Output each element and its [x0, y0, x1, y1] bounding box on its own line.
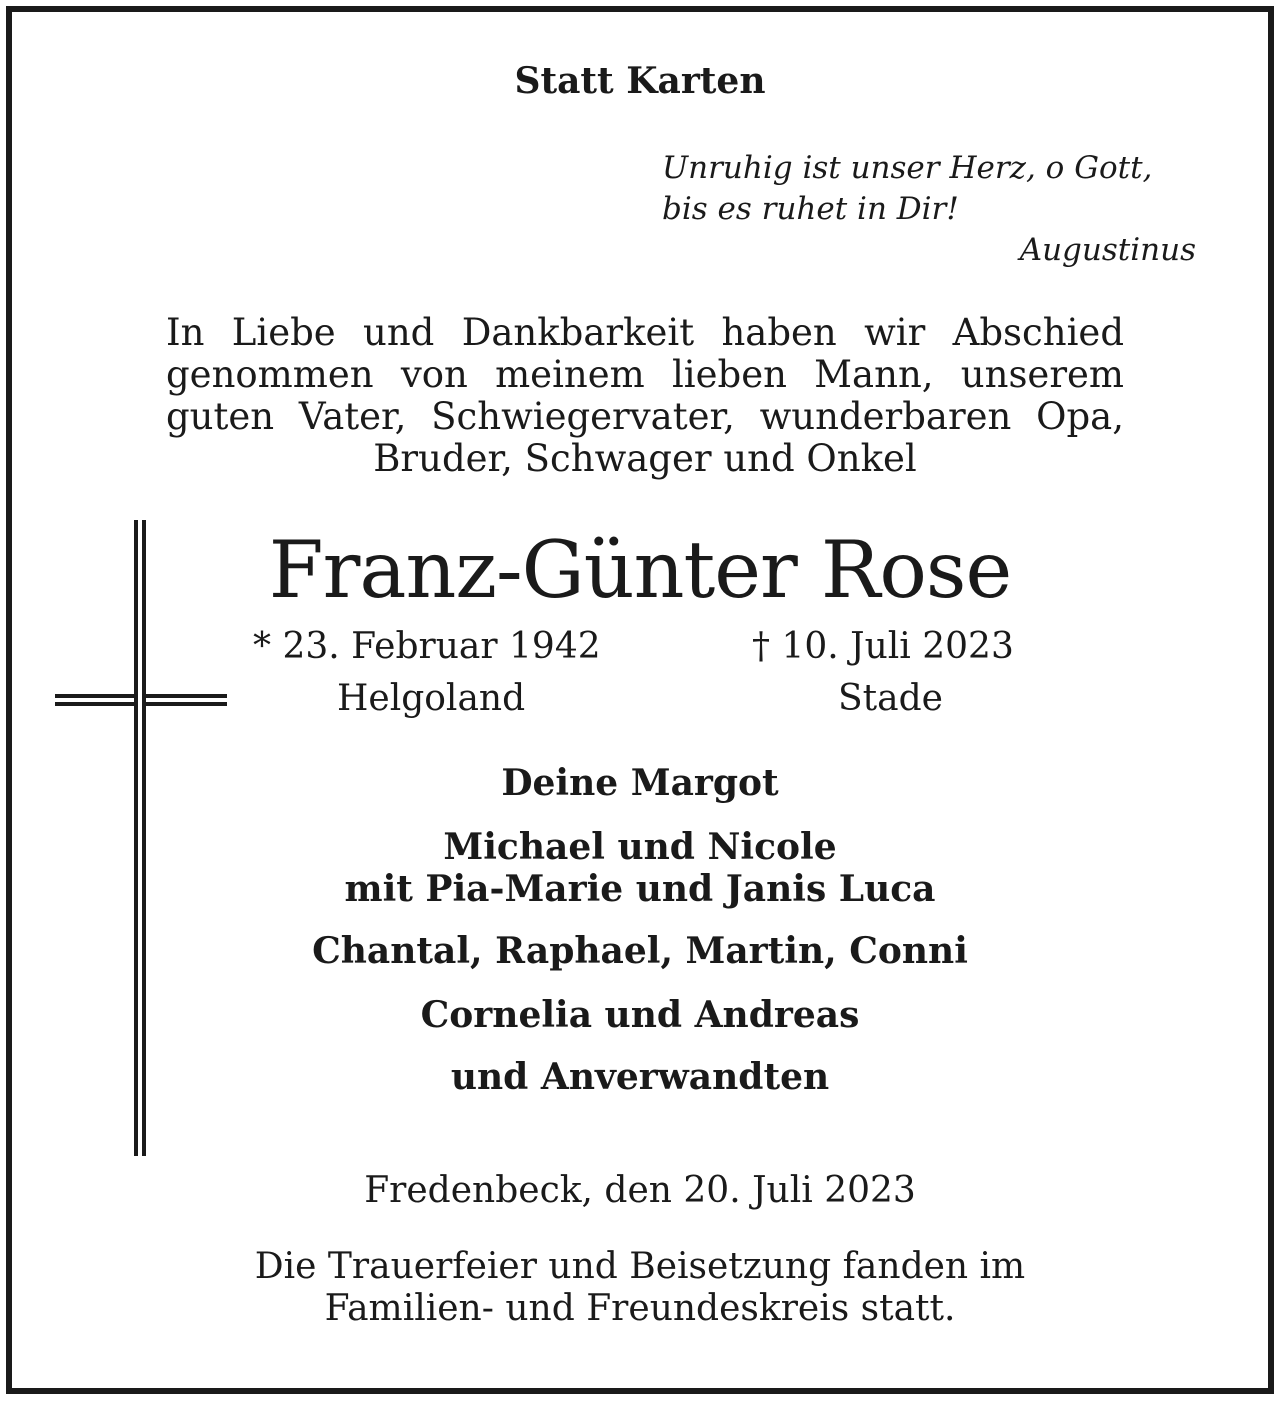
- notice-line-2: Familien- und Freundeskreis statt.: [324, 1288, 956, 1329]
- death-place: Stade: [838, 678, 943, 719]
- intro-line-1: In Liebe und Dankbarkeit haben wir Abschied: [166, 311, 1124, 354]
- intro-line-4: Bruder, Schwager und Onkel: [373, 437, 917, 480]
- birth-place: Helgoland: [337, 678, 526, 719]
- intro-line-2: genommen von meinem lieben Mann, unserem: [166, 353, 1124, 396]
- mourner-line-1: Deine Margot: [501, 762, 779, 804]
- place-date: Fredenbeck, den 20. Juli 2023: [364, 1170, 916, 1211]
- cross-bar-icon: [55, 694, 227, 706]
- mourner-line-3: mit Pia-Marie und Janis Luca: [344, 868, 936, 910]
- death-date: † 10. Juli 2023: [752, 626, 1014, 667]
- intro-line-3: guten Vater, Schwiegervater, wunderbaren Opa,: [166, 395, 1124, 438]
- mourner-line-6: und Anverwandten: [450, 1056, 830, 1098]
- birth-date: * 23. Februar 1942: [253, 626, 601, 667]
- quote-line-1: Unruhig ist unser Herz, o Gott,: [662, 150, 1153, 186]
- deceased-name: Franz-Günter Rose: [268, 524, 1012, 616]
- quote-line-2: bis es ruhet in Dir!: [662, 191, 959, 227]
- mourner-line-4: Chantal, Raphael, Martin, Conni: [312, 930, 968, 972]
- mourner-line-2: Michael und Nicole: [443, 826, 837, 868]
- notice-line-1: Die Trauerfeier und Beisetzung fanden im: [254, 1246, 1026, 1287]
- quote-author: Augustinus: [1019, 232, 1196, 268]
- header-statt-karten: Statt Karten: [514, 60, 766, 102]
- mourner-line-5: Cornelia und Andreas: [420, 994, 860, 1036]
- intro-text: [166, 312, 1124, 480]
